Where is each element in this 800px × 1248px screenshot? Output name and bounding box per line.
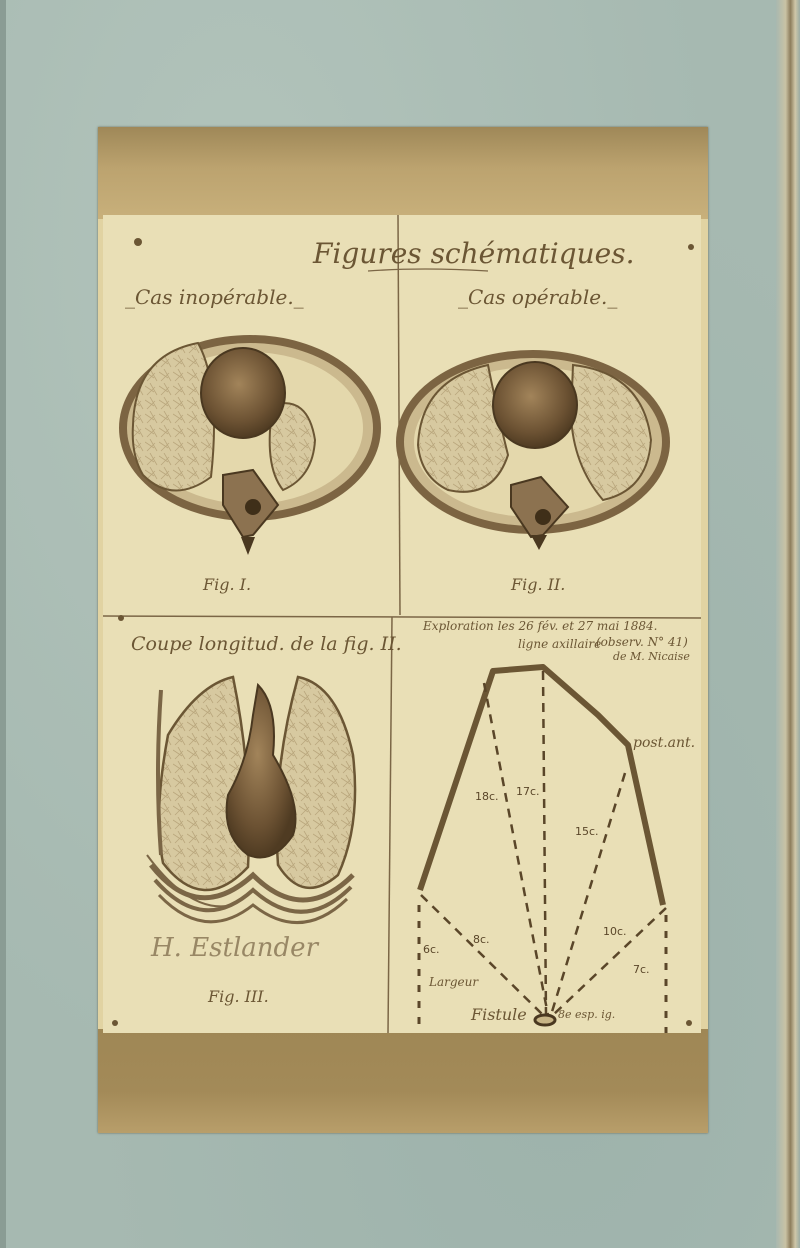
ligne-note: ligne axillaire bbox=[518, 637, 602, 651]
fistule-opening bbox=[535, 1015, 555, 1025]
left-case-label: _Cas inopérable._ bbox=[125, 285, 304, 309]
label-18c: 18c. bbox=[475, 790, 499, 803]
fig2-cross-section bbox=[396, 350, 670, 550]
label-15c: 15c. bbox=[575, 825, 599, 838]
probe-15c bbox=[551, 773, 625, 1015]
label-largeur: Largeur bbox=[429, 975, 479, 989]
mount-left-edge bbox=[0, 0, 6, 1248]
fig3-longitudinal-section bbox=[147, 677, 355, 923]
drawing-plate bbox=[103, 215, 701, 1033]
photograph bbox=[98, 127, 708, 1133]
observation-note: (observ. N° 41) bbox=[596, 635, 688, 649]
right-case-label: _Cas opérable._ bbox=[458, 285, 618, 309]
cavity-outline bbox=[420, 667, 663, 905]
label-7c: 7c. bbox=[633, 963, 650, 976]
plate-title: Figures schématiques. bbox=[313, 237, 635, 270]
coupe-caption: Coupe longitud. de la fig. II. bbox=[131, 633, 402, 655]
fig2-caption: Fig. II. bbox=[511, 575, 566, 594]
fig1-cross-section bbox=[119, 335, 381, 555]
post-ant-label: post.ant. bbox=[633, 735, 696, 751]
exploration-note: Exploration les 26 fév. et 27 mai 1884. bbox=[423, 619, 658, 633]
divider-horizontal bbox=[103, 616, 701, 618]
artist-signature: H. Estlander bbox=[151, 933, 318, 963]
label-6c: 6c. bbox=[423, 943, 440, 956]
label-17c: 17c. bbox=[516, 785, 540, 798]
label-fistule: Fistule bbox=[471, 1005, 527, 1024]
photo-top-band bbox=[98, 127, 708, 219]
mount-right-edge bbox=[776, 0, 800, 1248]
fig3-caption: Fig. III. bbox=[208, 987, 269, 1006]
label-8c: 8c. bbox=[473, 933, 490, 946]
label-esp: 8e esp. ig. bbox=[558, 1008, 616, 1021]
divider-vertical-bottom bbox=[388, 617, 392, 1033]
nicaise-note: de M. Nicaise bbox=[613, 650, 690, 663]
photo-bottom-band bbox=[98, 1029, 708, 1133]
label-10c: 10c. bbox=[603, 925, 627, 938]
fig1-caption: Fig. I. bbox=[203, 575, 252, 594]
divider-vertical-top bbox=[398, 215, 400, 615]
probe-17c bbox=[543, 671, 546, 1015]
